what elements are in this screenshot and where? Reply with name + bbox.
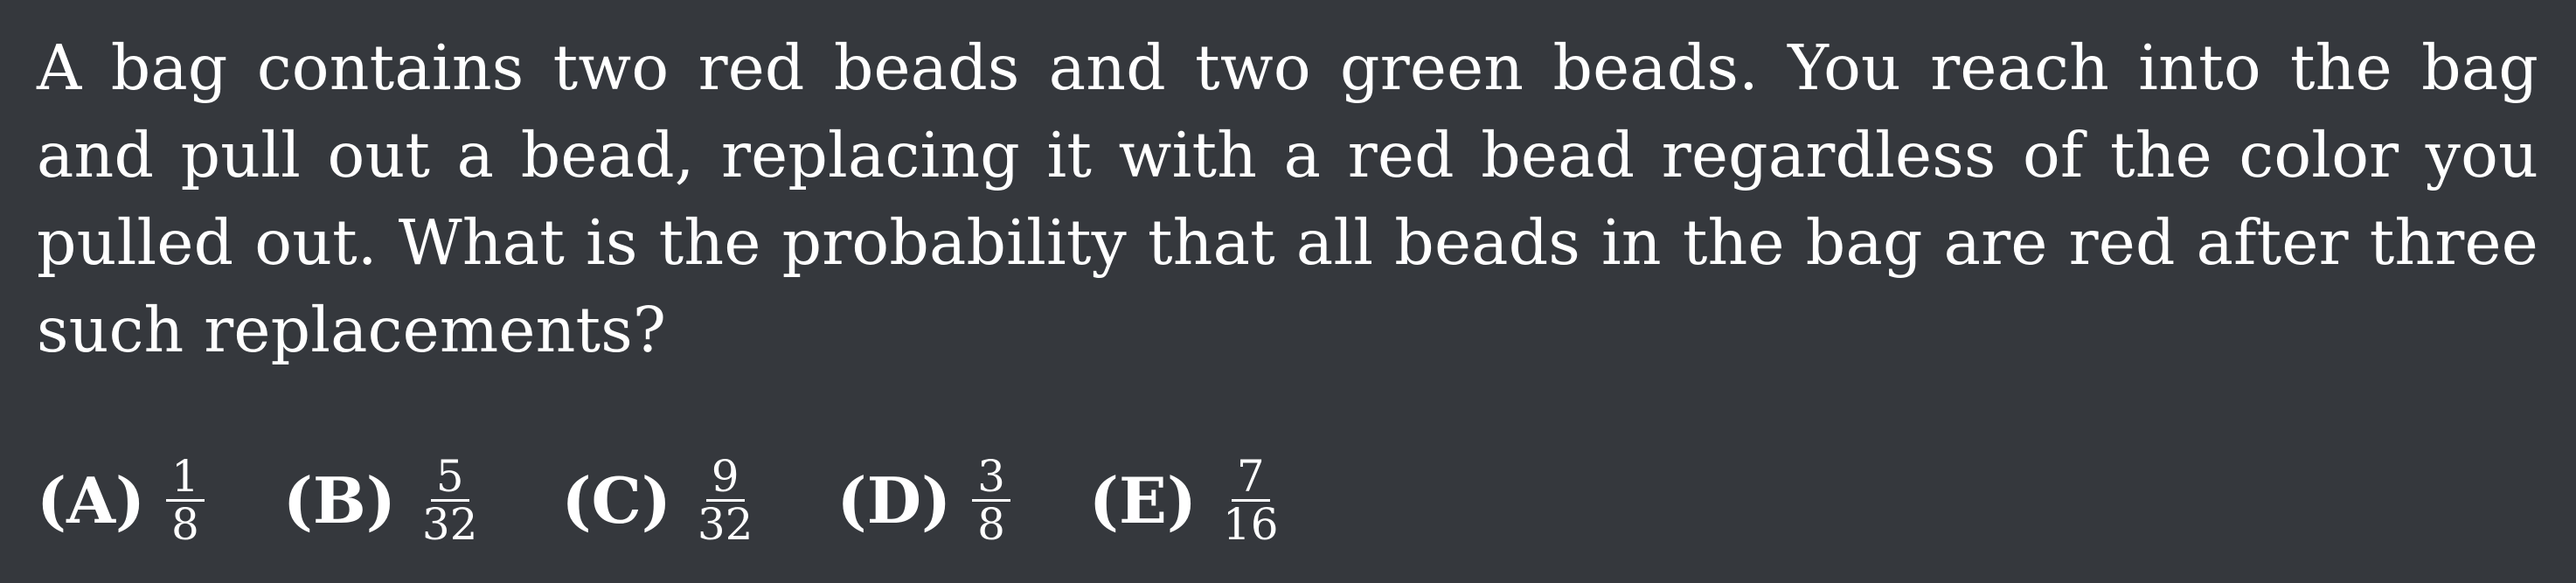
- choice-fraction: [1218, 450, 1284, 550]
- choice-a: [37, 450, 205, 550]
- fraction-numerator: 7: [1232, 454, 1270, 502]
- fraction-denominator: 32: [421, 498, 478, 550]
- choice-d: [837, 450, 1010, 550]
- fraction-denominator: 8: [977, 498, 1005, 550]
- choice-fraction: [692, 450, 759, 550]
- choice-label: (A): [37, 462, 145, 538]
- choice-label: (C): [561, 462, 671, 538]
- choice-fraction: [972, 450, 1010, 550]
- problem-statement: A bag contains two red beads and two green beads. You reach into the bag and pull out a bead, replacing it with a red bead regardless of the color you pulled out. What is the probability that all beads in the bag are red after three such replacements?: [37, 31, 2538, 366]
- choice-e: [1088, 450, 1284, 550]
- answer-choices: [37, 448, 1363, 552]
- choice-b: [282, 450, 483, 550]
- fraction-denominator: 16: [1222, 498, 1279, 550]
- choice-label: (B): [282, 462, 396, 538]
- choice-fraction: [417, 450, 483, 550]
- fraction-denominator: 8: [171, 498, 199, 550]
- fraction-numerator: 3: [972, 454, 1010, 502]
- fraction-numerator: 5: [431, 454, 469, 502]
- fraction-numerator: 9: [706, 454, 745, 502]
- choice-c: [561, 450, 758, 550]
- choice-fraction: [166, 450, 205, 550]
- fraction-denominator: 32: [697, 498, 753, 550]
- choice-label: (E): [1088, 462, 1197, 538]
- fraction-numerator: 1: [166, 454, 205, 502]
- choice-label: (D): [837, 462, 952, 538]
